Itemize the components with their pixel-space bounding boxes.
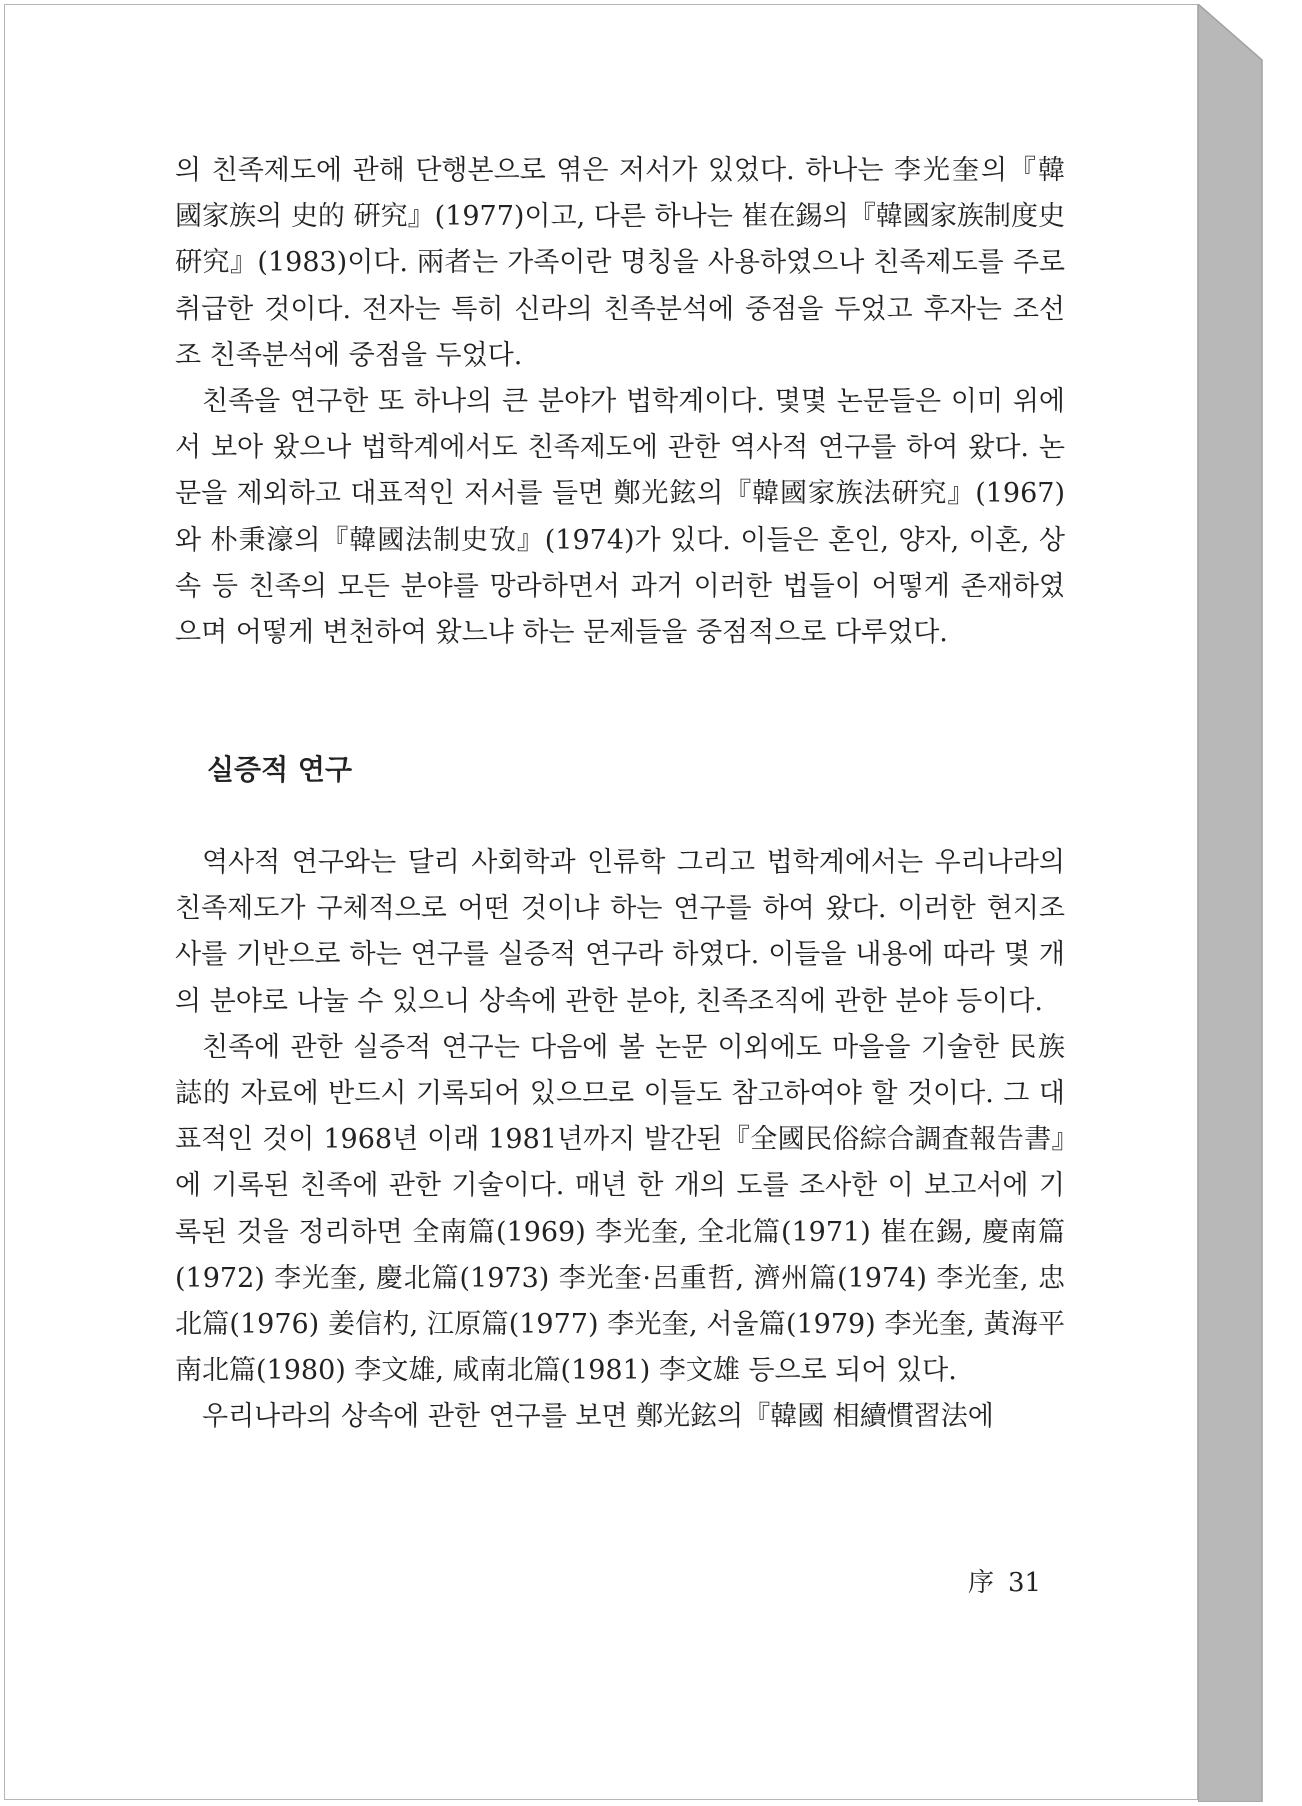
section-heading: 실증적 연구 [207,753,352,786]
page-footer [968,1562,1055,1599]
section-mark: 序 [968,1568,995,1598]
paragraph-2: 친족을 연구한 또 하나의 큰 분야가 법학계이다. 몇몇 논문들은 이미 위에서 보아 왔으나 법학계에서도 친족제도에 관한 역사적 연구를 하여 왔다. 논문을 제외하고 대표적인 저서를 들면 鄭光鉉의『韓國家族法硏究』(1967)와 朴秉濠의『韓國法制史攷』(1974)가 있다. 이들은 혼인, 양자, 이혼, 상속 등 친족의 모든 분야를 망라하면서 과거 이러한 법들이 어떻게 존재하였으며 어떻게 변천하여 왔느냐 하는 문제들을 중점적으로 다루었다. [175,386,1065,649]
paragraph-5: 우리나라의 상속에 관한 연구를 보면 鄭光鉉의『韓國 相續慣習法에 [202,1401,994,1433]
paragraph-3: 역사적 연구와는 달리 사회학과 인류학 그리고 법학계에서는 우리나라의 친족제도가 구체적으로 어떤 것이냐 하는 연구를 하여 왔다. 이러한 현지조사를 기반으로 하는 연구를 실증적 연구라 하였다. 이들을 내용에 따라 몇 개의 분야로 나눌 수 있으니 상속에 관한 분야, 친족조직에 관한 분야 등이다. [175,847,1065,1017]
bottom-text-block [175,840,1065,1441]
paragraph-4: 친족에 관한 실증적 연구는 다음에 볼 논문 이외에도 마을을 기술한 民族誌的 자료에 반드시 기록되어 있으므로 이들도 참고하여야 할 것이다. 그 대표적인 것이 1968년 이래 1981년까지 발간된『全國民俗綜合調査報告書』에 기록된 친족에 관한 기술이다. 매년 한 개의 도를 조사한 이 보고서에 기록된 것을 정리하면 全南篇(1969) 李光奎, 全北篇(1971) 崔在錫, 慶南篇(1972) 李光奎, 慶北篇(1973) 李光奎·呂重哲, 濟州篇(1974) 李光奎, 忠北篇(1976) 姜信杓, 江原篇(1977) 李光奎, 서울篇(1979) 李光奎, 黃海平南北篇(1980) 李文雄, 咸南北篇(1981) 李文雄 등으로 되어 있다. [175,1031,1065,1387]
page-number: 31 [1008,1568,1042,1598]
book-edge [1198,4,1298,1802]
paragraph-1: 의 친족제도에 관해 단행본으로 엮은 저서가 있었다. 하나는 李光奎의『韓國家族의 史的 硏究』(1977)이고, 다른 하나는 崔在錫의『韓國家族制度史硏究』(1983)이다. 兩者는 가족이란 명칭을 사용하였으나 친족제도를 주로 취급한 것이다. 전자는 특히 신라의 친족분석에 중점을 두었고 후자는 조선조 친족분석에 중점을 두었다. [175,155,1065,371]
top-text-block [175,148,1065,656]
